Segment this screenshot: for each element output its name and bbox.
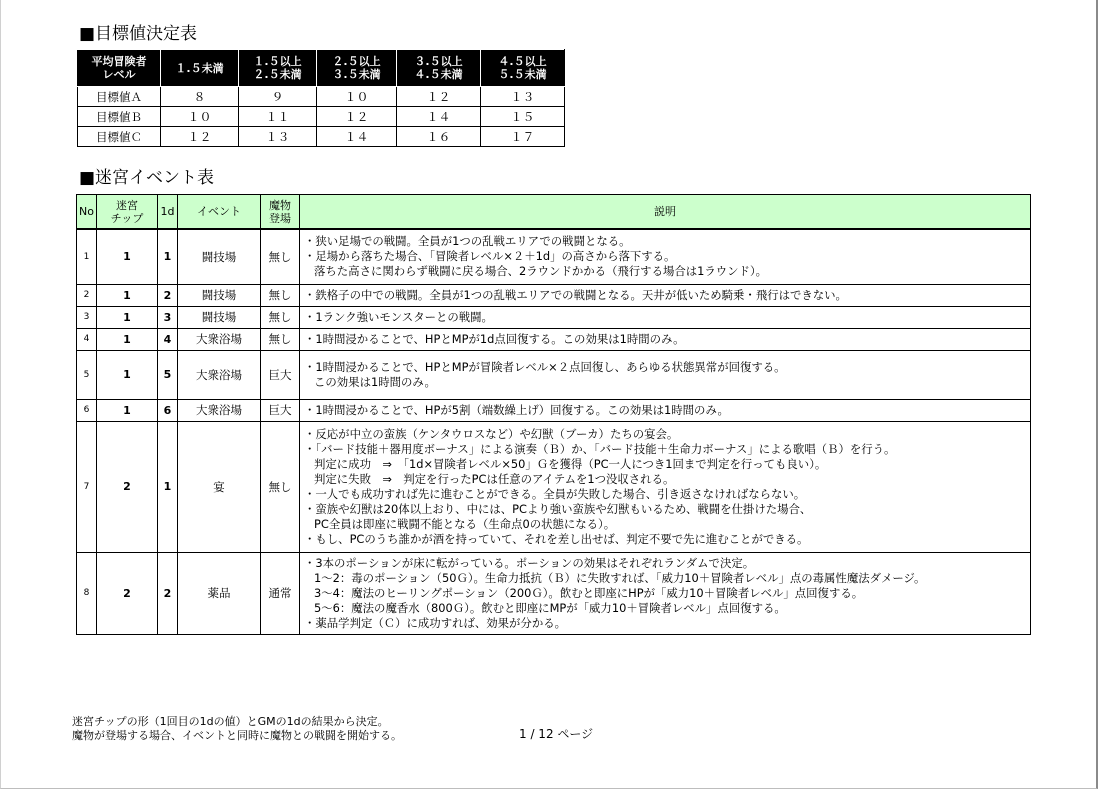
event-description-cell xyxy=(300,399,1031,421)
description-line: ・薬品学判定（Ｃ）に成功すれば、効果が分かる。 xyxy=(304,615,566,630)
event-no-cell: 7 xyxy=(77,421,97,552)
event-chip-cell: 2 xyxy=(97,421,158,552)
event-name-cell: 大衆浴場 xyxy=(178,350,261,399)
labyrinth-event-table xyxy=(76,194,1031,635)
event-monster-cell: 通常 xyxy=(261,552,300,634)
table-row xyxy=(78,107,565,127)
event-chip-cell: 1 xyxy=(97,229,158,284)
event-name-cell: 闘技場 xyxy=(178,229,261,284)
event-chip-cell: 1 xyxy=(97,399,158,421)
row-label: 目標値Ａ xyxy=(78,87,161,107)
event-name-cell: 大衆浴場 xyxy=(178,328,261,350)
description-line: 判定に失敗 ⇒ 判定を行ったPCは任意のアイテムを1つ没収される。 xyxy=(314,471,675,486)
event-no-cell: 6 xyxy=(77,399,97,421)
event-monster-cell: 無し xyxy=(261,421,300,552)
target-table-title: ■目標値決定表 xyxy=(79,24,198,44)
cell-value: １６ xyxy=(397,127,481,147)
event-1d-cell: 5 xyxy=(158,350,178,399)
description-line: 1～2：毒のポーション（50Ｇ）。生命力抵抗（Ｂ）に失敗すれば、「威力10＋冒険者レベル」点の毒属性魔法ダメージ。 xyxy=(314,570,926,585)
event-name-cell: 宴 xyxy=(178,421,261,552)
footer-note-line: 魔物が登場する場合、イベントと同時に魔物との戦闘を開始する。 xyxy=(72,729,402,742)
description-line: ・1時間浸かることで、HPとMPが冒険者レベル×２点回復し、あらゆる状態異常が回復する。 xyxy=(304,359,786,374)
description-line: ・「バード技能＋器用度ボーナス」による演奏（Ｂ）か、「バード技能＋生命力ボーナス」による歌唱（Ｂ）を行う。 xyxy=(304,441,896,456)
cell-value: １４ xyxy=(397,107,481,127)
event-no-cell: 3 xyxy=(77,306,97,328)
header-range-4: ３.５以上 ４.５未満 xyxy=(397,50,481,87)
event-monster-cell: 無し xyxy=(261,284,300,306)
cell-value: １２ xyxy=(397,87,481,107)
event-table-header-row xyxy=(77,195,1031,230)
description-line: ・1時間浸かることで、HPが5割（端数繰上げ）回復する。この効果は1時間のみ。 xyxy=(304,402,729,417)
cell-value: １４ xyxy=(317,127,397,147)
event-table-title: ■迷宮イベント表 xyxy=(79,168,215,188)
header-range-2: １.５以上 ２.５未満 xyxy=(239,50,317,87)
description-line: 判定に成功 ⇒ 「1d×冒険者レベル×50」Ｇを獲得（PC一人につき1回まで判定を行っても良い）。 xyxy=(314,456,827,471)
event-monster-cell: 無し xyxy=(261,306,300,328)
cell-value: １１ xyxy=(239,107,317,127)
row-label: 目標値Ｂ xyxy=(78,107,161,127)
cell-value: ９ xyxy=(239,87,317,107)
header-monster: 魔物 登場 xyxy=(261,195,300,230)
event-monster-cell: 巨大 xyxy=(261,399,300,421)
event-chip-cell: 1 xyxy=(97,306,158,328)
cell-value: １３ xyxy=(481,87,565,107)
event-description-cell xyxy=(300,306,1031,328)
table-row xyxy=(77,552,1031,634)
header-chip: 迷宮 チップ xyxy=(97,195,158,230)
description-line: 3～4：魔法のヒーリングポーション（200Ｇ）。飲むと即座にHPが「威力10＋冒険者レベル」点回復する。 xyxy=(314,585,864,600)
table-row xyxy=(77,350,1031,399)
event-1d-cell: 1 xyxy=(158,229,178,284)
header-average-level: 平均冒険者 レベル xyxy=(78,50,161,87)
event-description-cell xyxy=(300,421,1031,552)
footer-notes xyxy=(72,715,402,743)
table-row xyxy=(77,421,1031,552)
cell-value: １２ xyxy=(317,107,397,127)
description-line: ・反応が中立の蛮族（ケンタウロスなど）や幻獣（ブーカ）たちの宴会。 xyxy=(304,426,679,441)
description-line: 落ちた高さに関わらず戦闘に戻る場合、2ラウンドかかる（飛行する場合は1ラウンド）。 xyxy=(314,264,768,279)
description-line: この効果は1時間のみ。 xyxy=(314,374,436,389)
cell-value: １３ xyxy=(239,127,317,147)
target-table-header-row xyxy=(78,50,565,87)
event-chip-cell: 2 xyxy=(97,552,158,634)
description-line: ・3本のポーションが床に転がっている。ポーションの効果はそれぞれランダムで決定。 xyxy=(304,555,755,570)
table-row xyxy=(77,284,1031,306)
event-1d-cell: 6 xyxy=(158,399,178,421)
header-range-5: ４.５以上 ５.５未満 xyxy=(481,50,565,87)
cell-value: １５ xyxy=(481,107,565,127)
event-no-cell: 2 xyxy=(77,284,97,306)
event-name-cell: 大衆浴場 xyxy=(178,399,261,421)
event-1d-cell: 2 xyxy=(158,284,178,306)
description-line: ・1ランク強いモンスターとの戦闘。 xyxy=(304,309,493,324)
header-description: 説明 xyxy=(300,195,1031,230)
cell-value: １２ xyxy=(161,127,239,147)
cell-value: ８ xyxy=(161,87,239,107)
event-name-cell: 闘技場 xyxy=(178,284,261,306)
page-number: 1 / 12 ページ xyxy=(519,727,594,741)
description-line: ・鉄格子の中での戦闘。全員が1つの乱戦エリアでの戦闘となる。天井が低いため騎乗・飛行はできない。 xyxy=(304,287,847,302)
event-description-cell xyxy=(300,328,1031,350)
table-row xyxy=(78,87,565,107)
description-line: ・足場から落ちた場合、「冒険者レベル×２＋1d」の高さから落下する。 xyxy=(304,249,676,264)
event-monster-cell: 無し xyxy=(261,328,300,350)
cell-value: １０ xyxy=(317,87,397,107)
cell-value: １７ xyxy=(481,127,565,147)
table-row xyxy=(77,399,1031,421)
description-line: ・もし、PCのうち誰かが酒を持っていて、それを差し出せば、判定不要で先に進むことができる。 xyxy=(304,531,809,546)
event-1d-cell: 2 xyxy=(158,552,178,634)
table-row xyxy=(77,229,1031,284)
table-row xyxy=(77,306,1031,328)
event-name-cell: 闘技場 xyxy=(178,306,261,328)
row-label: 目標値Ｃ xyxy=(78,127,161,147)
cell-value: １０ xyxy=(161,107,239,127)
event-description-cell xyxy=(300,552,1031,634)
event-description-cell xyxy=(300,350,1031,399)
event-chip-cell: 1 xyxy=(97,350,158,399)
table-row xyxy=(77,328,1031,350)
event-name-cell: 薬品 xyxy=(178,552,261,634)
header-1d: 1d xyxy=(158,195,178,230)
header-no: No xyxy=(77,195,97,230)
event-monster-cell: 巨大 xyxy=(261,350,300,399)
event-1d-cell: 1 xyxy=(158,421,178,552)
description-line: ・狭い足場での戦闘。全員が1つの乱戦エリアでの戦闘となる。 xyxy=(304,234,631,249)
event-description-cell xyxy=(300,284,1031,306)
event-no-cell: 8 xyxy=(77,552,97,634)
header-range-3: ２.５以上 ３.５未満 xyxy=(317,50,397,87)
header-range-1: １.５未満 xyxy=(161,50,239,87)
description-line: 5～6：魔法の魔香水（800Ｇ）。飲むと即座にMPが「威力10＋冒険者レベル」点回復する。 xyxy=(314,600,786,615)
event-no-cell: 1 xyxy=(77,229,97,284)
description-line: PC全員は即座に戦闘不能となる（生命点0の状態になる）。 xyxy=(314,516,616,531)
description-line: ・1時間浸かることで、HPとMPが1d点回復する。この効果は1時間のみ。 xyxy=(304,331,685,346)
event-monster-cell: 無し xyxy=(261,229,300,284)
event-1d-cell: 3 xyxy=(158,306,178,328)
event-1d-cell: 4 xyxy=(158,328,178,350)
footer-note-line: 迷宮チップの形（1回目の1dの値）とGMの1dの結果から決定。 xyxy=(72,715,389,728)
event-no-cell: 4 xyxy=(77,328,97,350)
table-row xyxy=(78,127,565,147)
header-event: イベント xyxy=(178,195,261,230)
event-chip-cell: 1 xyxy=(97,328,158,350)
event-description-cell xyxy=(300,229,1031,284)
event-no-cell: 5 xyxy=(77,350,97,399)
description-line: ・蛮族や幻獣は20体以上おり、中には、PCより強い蛮族や幻獣もいるため、戦闘を仕掛けた場合、 xyxy=(304,501,812,516)
event-chip-cell: 1 xyxy=(97,284,158,306)
target-value-table xyxy=(77,49,565,147)
description-line: ・一人でも成功すれば先に進むことができる。全員が失敗した場合、引き返さなければならない。 xyxy=(304,486,806,501)
